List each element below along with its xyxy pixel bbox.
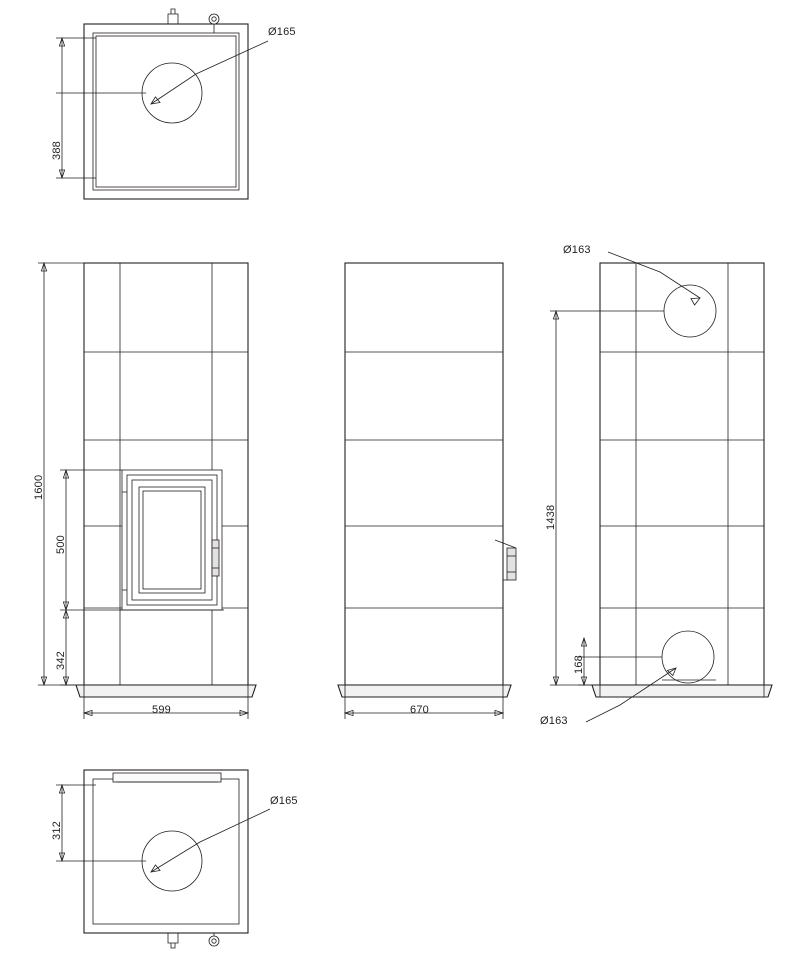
dim-label-front-window-height: 500 bbox=[55, 535, 67, 554]
dim-label-rear-upper-diameter: Ø163 bbox=[563, 244, 591, 256]
dim-label-front-base-height: 342 bbox=[55, 651, 67, 670]
rear-view bbox=[550, 252, 772, 722]
dim-label-bottom-offset: 312 bbox=[51, 821, 63, 840]
dim-label-front-width: 599 bbox=[152, 704, 171, 716]
dim-label-side-depth: 670 bbox=[410, 704, 429, 716]
dim-label-front-total-height: 1600 bbox=[33, 474, 45, 500]
top-view bbox=[56, 9, 268, 199]
bottom-view bbox=[56, 770, 270, 948]
side-view bbox=[338, 263, 516, 719]
dim-label-rear-lower-diameter: Ø163 bbox=[540, 715, 568, 727]
dim-label-rear-upper-height: 1438 bbox=[545, 504, 557, 530]
dim-label-rear-lower-height: 168 bbox=[573, 655, 585, 674]
front-view bbox=[38, 263, 256, 719]
dim-label-top-diameter: Ø165 bbox=[268, 26, 296, 38]
dim-label-top-offset: 388 bbox=[51, 141, 63, 160]
dim-label-bottom-diameter: Ø165 bbox=[270, 795, 298, 807]
